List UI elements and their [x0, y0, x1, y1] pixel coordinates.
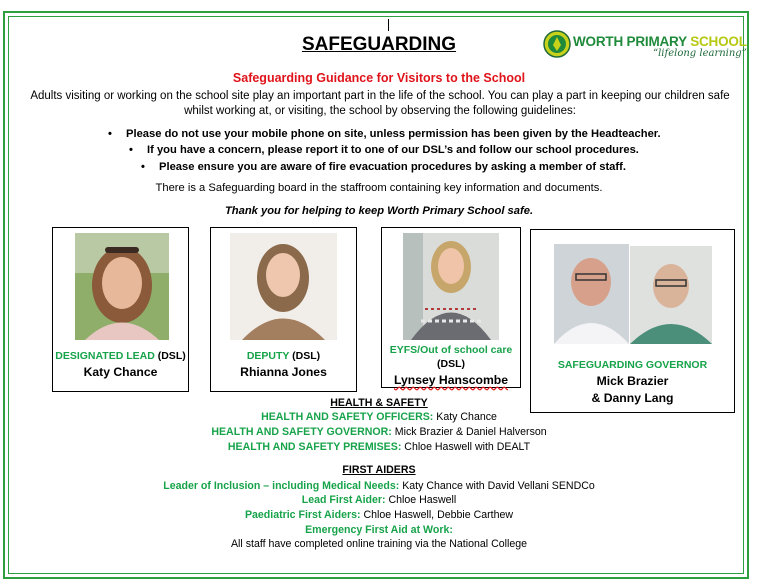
logo-tagline: “lifelong learning”: [653, 48, 747, 59]
staff-name: & Danny Lang: [591, 391, 674, 405]
staff-card-eyfs: [381, 227, 521, 388]
staff-name: Lynsey Hanscombe: [393, 373, 509, 387]
health-safety-heading: HEALTH & SAFETY: [330, 397, 428, 409]
guideline-item: • If you have a concern, please report it to one of our DSL’s and follow our school procedures.: [129, 144, 639, 156]
school-crest-icon: [543, 30, 571, 58]
staff-card-governor: [530, 229, 735, 413]
logo-name-part1: WORTH PRIMARY: [573, 34, 691, 49]
staff-role: SAFEGUARDING GOVERNOR: [557, 359, 708, 371]
staff-card-deputy: DEPUTY (DSL) Rhianna Jones: [210, 227, 357, 392]
guidance-subtitle: Safeguarding Guidance for Visitors to the School: [232, 71, 526, 85]
school-logo: [543, 30, 747, 64]
staff-name: Rhianna Jones: [240, 365, 327, 379]
first-aider-row: Leader of Inclusion – including Medical Needs: Katy Chance with David Vellani SENDCo: [163, 480, 595, 492]
staffroom-board-note: There is a Safeguarding board in the staffroom containing key information and documents.: [155, 182, 603, 194]
staff-card-designated-lead: DESIGNATED LEAD (DSL) Katy Chance: [52, 227, 189, 392]
staff-name: Mick Brazier: [596, 374, 669, 388]
staff-name: Katy Chance: [83, 365, 158, 379]
guideline-item: • Please do not use your mobile phone on site, unless permission has been given by the Headteacher.: [108, 128, 661, 140]
health-safety-row: HEALTH AND SAFETY OFFICERS: Katy Chance: [261, 411, 497, 423]
guideline-item: • Please ensure you are aware of fire evacuation procedures by asking a member of staff.: [141, 161, 626, 173]
staff-role: DEPUTY: [246, 350, 290, 362]
staff-photo: [554, 244, 629, 344]
staff-photo: [403, 233, 499, 340]
staff-photo: [630, 246, 712, 344]
staff-role: EYFS/Out of school care: [389, 344, 513, 356]
staff-role: DESIGNATED LEAD: [55, 350, 155, 362]
staff-role-suffix: (DSL): [437, 358, 465, 370]
page-title: SAFEGUARDING: [301, 34, 457, 55]
first-aider-row: Lead First Aider: Chloe Haswell: [301, 494, 457, 506]
health-safety-row: HEALTH AND SAFETY GOVERNOR: Mick Brazier & Daniel Halverson: [211, 426, 547, 438]
text-cursor: [388, 19, 389, 31]
health-safety-row: HEALTH AND SAFETY PREMISES: Chloe Haswell with DEALT: [227, 441, 531, 453]
staff-photo: [230, 233, 337, 340]
first-aider-row: Paediatric First Aiders: Chloe Haswell, Debbie Carthew: [244, 509, 514, 521]
first-aider-row: Emergency First Aid at Work:: [305, 524, 453, 536]
intro-paragraph: Adults visiting or working on the school site play an important part in the life of the school. You can play a part in keeping our children safe whilst working at, or visiting, the school by observing the following guidelines:: [30, 90, 730, 117]
training-note: All staff have completed online training via the National College: [230, 538, 528, 550]
logo-name-part2: SCHOOL: [690, 34, 747, 49]
first-aiders-heading: FIRST AIDERS: [342, 464, 416, 476]
thank-you-note: Thank you for helping to keep Worth Primary School safe.: [224, 205, 534, 217]
staff-photo: [75, 233, 169, 340]
